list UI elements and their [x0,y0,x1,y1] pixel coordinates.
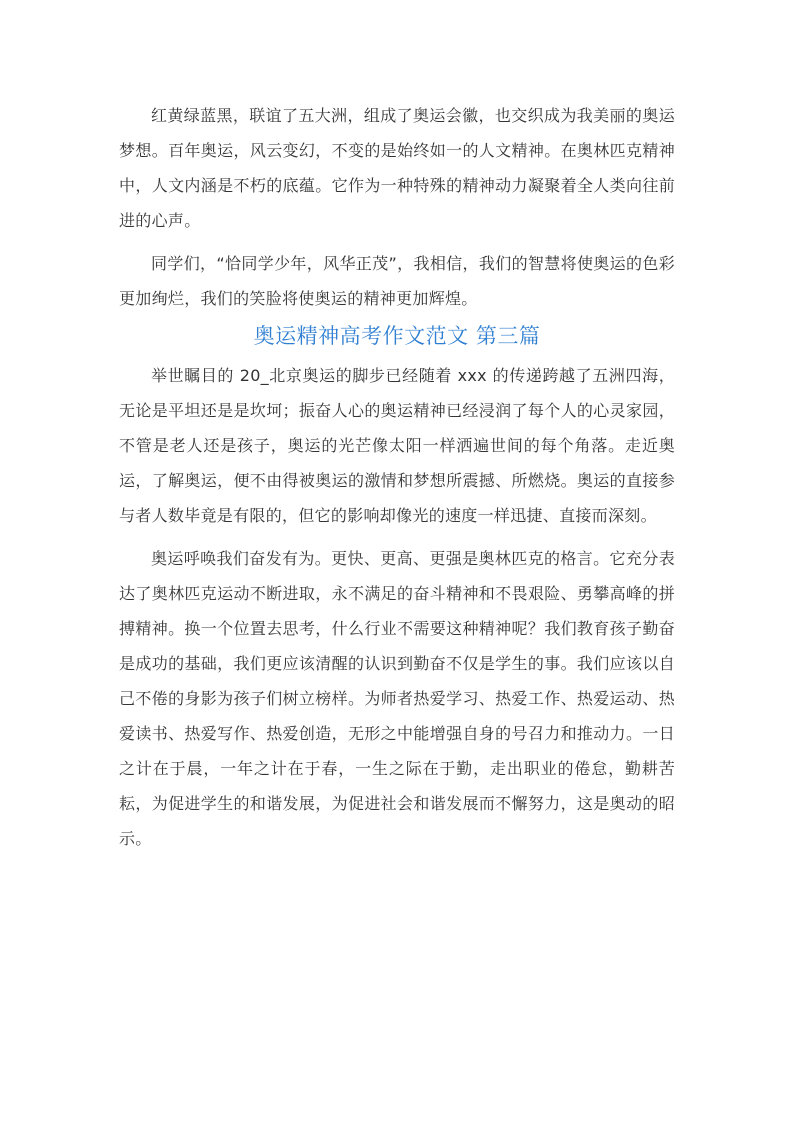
paragraph-olympic-call: 奥运呼唤我们奋发有为。更快、更高、更强是奥林匹克的格言。它充分表达了奥林匹克运动不断进取，永不满足的奋斗精神和不畏艰险、勇攀高峰的拼搏精神。换一个位置去思考，什么行业不需要这种精神呢？我们教育孩子勤奋是成功的基础，我们更应该清醒的认识到勤奋不仅是学生的事。我们应该以自己不倦的身影为孩子们树立榜样。为师者热爱学习、热爱工作、热爱运动、热爱读书、热爱写作、热爱创造，无形之中能增强自身的号召力和推动力。一日之计在于晨，一年之计在于春，一生之际在于勤，走出职业的倦怠，勤耕苦耘，为促进学生的和谐发展，为促进社会和谐发展而不懈努力，这是奥动的昭示。 [119,549,675,848]
paragraph-olympic-rings: 红黄绿蓝黑，联谊了五大洲，组成了奥运会徽，也交织成为我美丽的奥运梦想。百年奥运，风云变幻，不变的是始终如一的人文精神。在奥林匹克精神中，人文内涵是不朽的底蕴。它作为一种特殊的精神动力凝聚着全人类向往前进的心声。 [119,106,675,230]
section-title: 奥运精神高考作文范文 第三篇 [253,324,541,348]
paragraph-beijing-olympics: 举世瞩目的 20_北京奥运的脚步已经随着 xxx 的传递跨越了五洲四海，无论是平坦还是是坎坷；振奋人心的奥运精神已经浸润了每个人的心灵家园，不管是老人还是孩子，奥运的光芒像太阳一样洒遍世间的每个角落。走近奥运，了解奥运，便不由得被奥运的激情和梦想所震撼、所燃烧。奥运的直接参与者人数毕竟是有限的，但它的影响却像光的速度一样迅捷、直接而深刻。 [119,366,675,525]
document-page [119,98,675,856]
paragraph-classmates: 同学们，“恰同学少年，风华正茂”，我相信，我们的智慧将使奥运的色彩更加绚烂，我们的笑脸将使奥运的精神更加辉煌。 [119,254,675,308]
